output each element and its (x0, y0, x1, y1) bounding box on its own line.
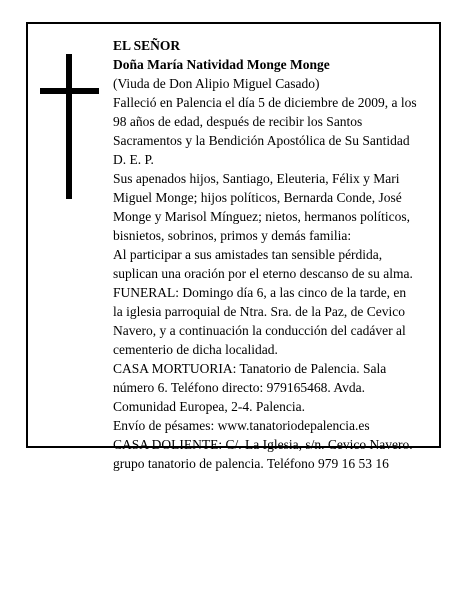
widow-of: (Viuda de Don Alipio Miguel Casado) (113, 76, 320, 91)
rip-line: D. E. P. (113, 152, 154, 167)
contact-line: grupo tanatorio de palencia. Teléfono 979 16 53 16 (113, 456, 389, 471)
funeral-line-2: la iglesia parroquial de Ntra. Sra. de la Paz, de Cevico (113, 304, 406, 319)
mortuary-line-3: Comunidad Europea, 2-4. Palencia. (113, 399, 305, 414)
funeral-line-1: FUNERAL: Domingo día 6, a las cinco de la tarde, en (113, 285, 407, 300)
obituary-notice (26, 22, 441, 471)
request-line-2: suplican una oración por el eterno descanso de su alma. (113, 266, 413, 281)
deceased-name: Doña María Natividad Monge Monge (113, 57, 330, 72)
family-line-3: Monge y Marisol Mínguez; nietos, hermanos políticos, (113, 209, 410, 224)
obituary-text (113, 36, 433, 473)
funeral-line-3: Navero, y a continuación la conducción del cadáver al (113, 323, 406, 338)
family-line-1: Sus apenados hijos, Santiago, Eleuteria, Félix y Mari (113, 171, 400, 186)
condolences-line: Envío de pésames: www.tanatoriodepalencia.es (113, 418, 370, 433)
mourning-house-line: CASA DOLIENTE: C/. La Iglesia, s/n. Cevico Navero. (113, 437, 413, 452)
mortuary-line-2: número 6. Teléfono directo: 979165468. Avda. (113, 380, 366, 395)
cross-vertical-bar (66, 54, 72, 199)
request-line-1: Al participar a sus amistades tan sensible pérdida, (113, 247, 383, 262)
family-line-2: Miguel Monge; hijos políticos, Bernarda Conde, José (113, 190, 402, 205)
death-details-line-3: Sacramentos y la Bendición Apostólica de Su Santidad (113, 133, 410, 148)
cross-horizontal-bar (40, 88, 99, 94)
notice-heading: EL SEÑOR (113, 38, 181, 53)
cross-icon (40, 54, 99, 199)
family-line-4: bisnietos, sobrinos, primos y demás familia: (113, 228, 352, 243)
mortuary-line-1: CASA MORTUORIA: Tanatorio de Palencia. Sala (113, 361, 387, 376)
death-details-line-2: 98 años de edad, después de recibir los Santos (113, 114, 363, 129)
funeral-line-4: cementerio de dicha localidad. (113, 342, 278, 357)
death-details-line-1: Falleció en Palencia el día 5 de diciembre de 2009, a los (113, 95, 417, 110)
